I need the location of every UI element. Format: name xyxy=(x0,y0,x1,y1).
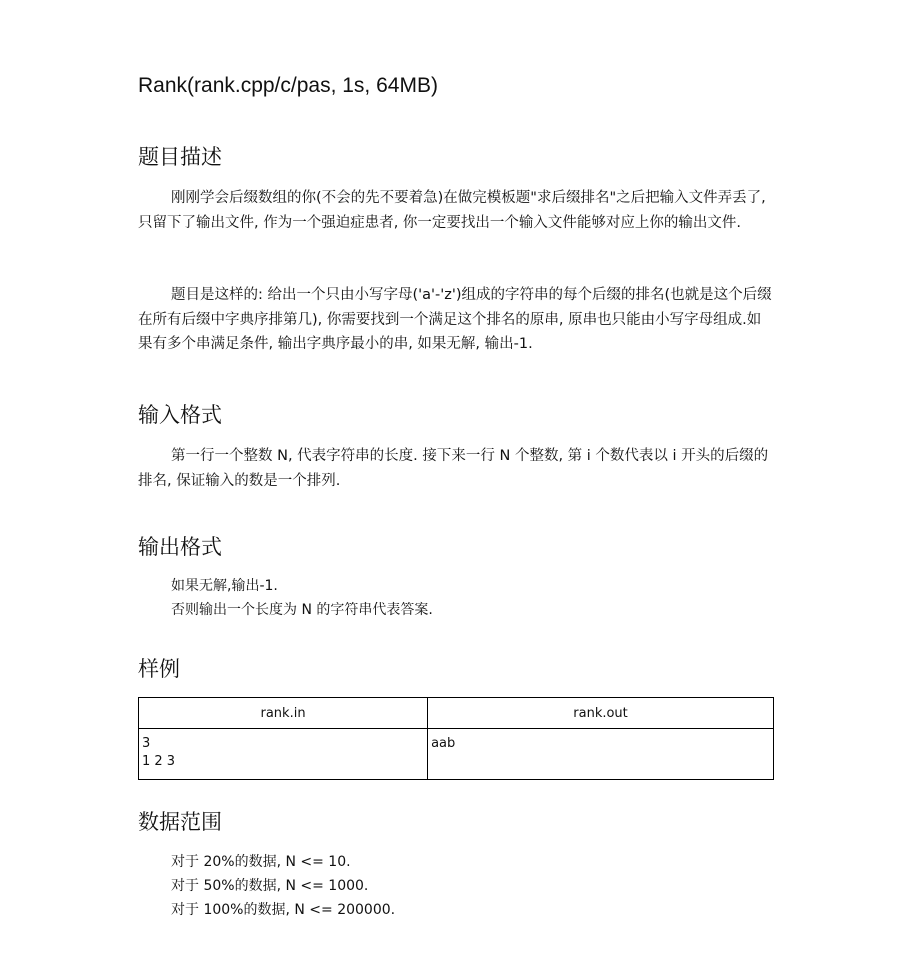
constraints-heading: 数据范围 xyxy=(138,810,222,834)
constraints-line-3: 对于 100%的数据, N <= 200000. xyxy=(171,902,396,918)
constraints-line-2: 对于 50%的数据, N <= 1000. xyxy=(171,878,369,894)
sample-input-line-1: 3 xyxy=(142,736,151,751)
sample-input-cell xyxy=(139,729,428,780)
sample-header-row xyxy=(139,698,774,729)
sample-heading: 样例 xyxy=(138,657,180,681)
sample-output-cell xyxy=(428,729,774,780)
sample-column-input: rank.in xyxy=(139,698,428,729)
input-format-heading: 输入格式 xyxy=(138,403,222,427)
sample-column-output: rank.out xyxy=(428,698,774,729)
sample-input-line-2: 1 2 3 xyxy=(142,754,176,769)
output-format-line-2: 否则输出一个长度为 N 的字符串代表答案. xyxy=(171,602,433,618)
sample-data-row xyxy=(139,729,774,780)
description-paragraph-1: 刚刚学会后缀数组的你(不会的先不要着急)在做完模板题"求后缀排名"之后把输入文件弄丢了, 只留下了输出文件, 作为一个强迫症患者, 你一定要找出一个输入文件能够对应上你的输出文件. xyxy=(138,190,766,231)
output-format-heading: 输出格式 xyxy=(138,535,222,559)
input-format-text: 第一行一个整数 N, 代表字符串的长度. 接下来一行 N 个整数, 第 i 个数代表以 i 开头的后缀的排名, 保证输入的数是一个排列. xyxy=(138,448,769,489)
output-format-line-1: 如果无解,输出-1. xyxy=(171,578,278,594)
description-heading: 题目描述 xyxy=(138,145,222,169)
sample-table xyxy=(138,697,774,780)
problem-title: Rank(rank.cpp/c/pas, 1s, 64MB) xyxy=(138,74,438,97)
description-paragraph-2: 题目是这样的: 给出一个只由小写字母('a'-'z')组成的字符串的每个后缀的排名(也就是这个后缀在所有后缀中字典序排第几), 你需要找到一个满足这个排名的原串, 原串也只能由小写字母组成.如果有多个串满足条件, 输出字典序最小的串, 如果无解, 输出-1. xyxy=(138,287,772,352)
sample-output-line-1: aab xyxy=(431,736,456,751)
constraints-line-1: 对于 20%的数据, N <= 10. xyxy=(171,854,351,870)
